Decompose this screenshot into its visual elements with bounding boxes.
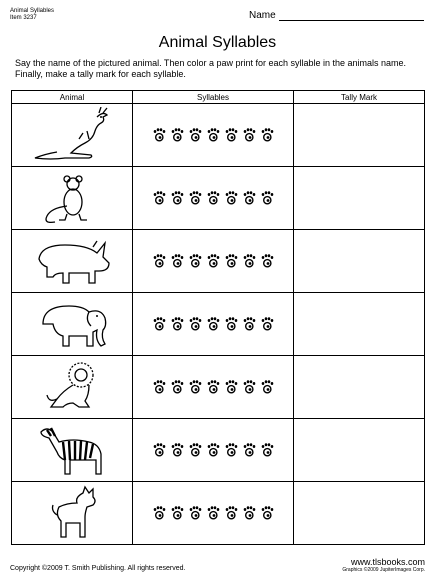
- paw-print-icon[interactable]: [188, 191, 202, 205]
- paw-print-icon[interactable]: [242, 443, 256, 457]
- animal-cell: [12, 419, 133, 482]
- table-header-row: [12, 91, 425, 104]
- mouse-icon: [27, 170, 117, 226]
- paw-print-icon[interactable]: [152, 506, 166, 520]
- animal-cell: [12, 293, 133, 356]
- syllables-cell: [133, 104, 294, 167]
- website-link[interactable]: www.tlsbooks.com: [350, 557, 425, 567]
- syllables-cell: [133, 293, 294, 356]
- paw-print-icon[interactable]: [170, 191, 184, 205]
- graphics-credit: Graphics ©2009 JupiterImages Corp.: [342, 567, 425, 573]
- syllables-cell: [133, 482, 294, 545]
- table-row: [12, 104, 425, 167]
- paw-print-icon[interactable]: [188, 128, 202, 142]
- syllables-cell: [133, 167, 294, 230]
- paw-print-icon[interactable]: [206, 254, 220, 268]
- header-syllables: Syllables: [133, 91, 294, 104]
- paw-print-icon[interactable]: [152, 443, 166, 457]
- worksheet-table: [11, 90, 425, 545]
- paw-print-icon[interactable]: [260, 317, 274, 331]
- paw-row: [133, 254, 293, 268]
- tally-cell[interactable]: [294, 230, 425, 293]
- copyright-notice: Copyright ©2009 T. Smith Publishing. All rights reserved.: [10, 565, 186, 572]
- paw-print-icon[interactable]: [188, 317, 202, 331]
- tally-cell[interactable]: [294, 104, 425, 167]
- paw-print-icon[interactable]: [188, 443, 202, 457]
- paw-print-icon[interactable]: [242, 506, 256, 520]
- rhinoceros-icon: [27, 233, 117, 289]
- paw-row: [133, 443, 293, 457]
- tally-cell[interactable]: [294, 356, 425, 419]
- elephant-icon: [27, 296, 117, 352]
- paw-row: [133, 317, 293, 331]
- paw-print-icon[interactable]: [260, 443, 274, 457]
- paw-print-icon[interactable]: [206, 128, 220, 142]
- syllables-cell: [133, 356, 294, 419]
- animal-cell: [12, 482, 133, 545]
- item-number: Item 3237: [10, 15, 37, 21]
- paw-row: [133, 191, 293, 205]
- paw-print-icon[interactable]: [170, 380, 184, 394]
- paw-print-icon[interactable]: [242, 191, 256, 205]
- paw-row: [133, 128, 293, 142]
- paw-print-icon[interactable]: [188, 506, 202, 520]
- paw-print-icon[interactable]: [152, 380, 166, 394]
- tally-cell[interactable]: [294, 419, 425, 482]
- paw-row: [133, 506, 293, 520]
- instructions: Say the name of the pictured animal. Then color a paw print for each syllable in the animals name. Finally, make a tally mark for each syllable.: [15, 58, 407, 79]
- table-row: [12, 482, 425, 545]
- paw-print-icon[interactable]: [242, 317, 256, 331]
- tally-cell[interactable]: [294, 167, 425, 230]
- paw-print-icon[interactable]: [260, 191, 274, 205]
- paw-print-icon[interactable]: [260, 506, 274, 520]
- syllables-cell: [133, 419, 294, 482]
- paw-print-icon[interactable]: [224, 506, 238, 520]
- paw-print-icon[interactable]: [152, 128, 166, 142]
- paw-print-icon[interactable]: [224, 254, 238, 268]
- paw-print-icon[interactable]: [260, 254, 274, 268]
- paw-print-icon[interactable]: [224, 380, 238, 394]
- syllables-cell: [133, 230, 294, 293]
- tally-cell[interactable]: [294, 482, 425, 545]
- document-title: Animal Syllables: [10, 8, 55, 14]
- paw-print-icon[interactable]: [242, 254, 256, 268]
- paw-print-icon[interactable]: [170, 506, 184, 520]
- dog-icon: [27, 485, 117, 541]
- zebra-icon: [27, 422, 117, 478]
- paw-print-icon[interactable]: [260, 128, 274, 142]
- animal-cell: [12, 104, 133, 167]
- paw-print-icon[interactable]: [170, 443, 184, 457]
- paw-print-icon[interactable]: [188, 254, 202, 268]
- paw-print-icon[interactable]: [170, 254, 184, 268]
- paw-print-icon[interactable]: [206, 380, 220, 394]
- paw-print-icon[interactable]: [152, 254, 166, 268]
- header-tally-mark: Tally Mark: [294, 91, 425, 104]
- paw-print-icon[interactable]: [206, 443, 220, 457]
- name-label: Name: [249, 10, 276, 21]
- document-header: [10, 8, 54, 22]
- footer-credits: [342, 557, 425, 573]
- animal-cell: [12, 167, 133, 230]
- paw-row: [133, 380, 293, 394]
- animal-cell: [12, 230, 133, 293]
- paw-print-icon[interactable]: [152, 191, 166, 205]
- table-row: [12, 356, 425, 419]
- paw-print-icon[interactable]: [152, 317, 166, 331]
- paw-print-icon[interactable]: [242, 380, 256, 394]
- paw-print-icon[interactable]: [260, 380, 274, 394]
- table-row: [12, 293, 425, 356]
- paw-print-icon[interactable]: [224, 191, 238, 205]
- paw-print-icon[interactable]: [224, 128, 238, 142]
- lion-icon: [27, 359, 117, 415]
- paw-print-icon[interactable]: [224, 443, 238, 457]
- page-title: Animal Syllables: [158, 34, 277, 51]
- paw-print-icon[interactable]: [206, 317, 220, 331]
- animal-cell: [12, 356, 133, 419]
- paw-print-icon[interactable]: [206, 506, 220, 520]
- paw-print-icon[interactable]: [170, 317, 184, 331]
- header-animal: Animal: [12, 91, 133, 104]
- table-row: [12, 230, 425, 293]
- paw-print-icon[interactable]: [206, 191, 220, 205]
- tally-cell[interactable]: [294, 293, 425, 356]
- table-row: [12, 419, 425, 482]
- kangaroo-icon: [27, 107, 117, 163]
- name-field[interactable]: [279, 20, 424, 21]
- paw-print-icon[interactable]: [170, 128, 184, 142]
- paw-print-icon[interactable]: [242, 128, 256, 142]
- paw-print-icon[interactable]: [224, 317, 238, 331]
- paw-print-icon[interactable]: [188, 380, 202, 394]
- table-row: [12, 167, 425, 230]
